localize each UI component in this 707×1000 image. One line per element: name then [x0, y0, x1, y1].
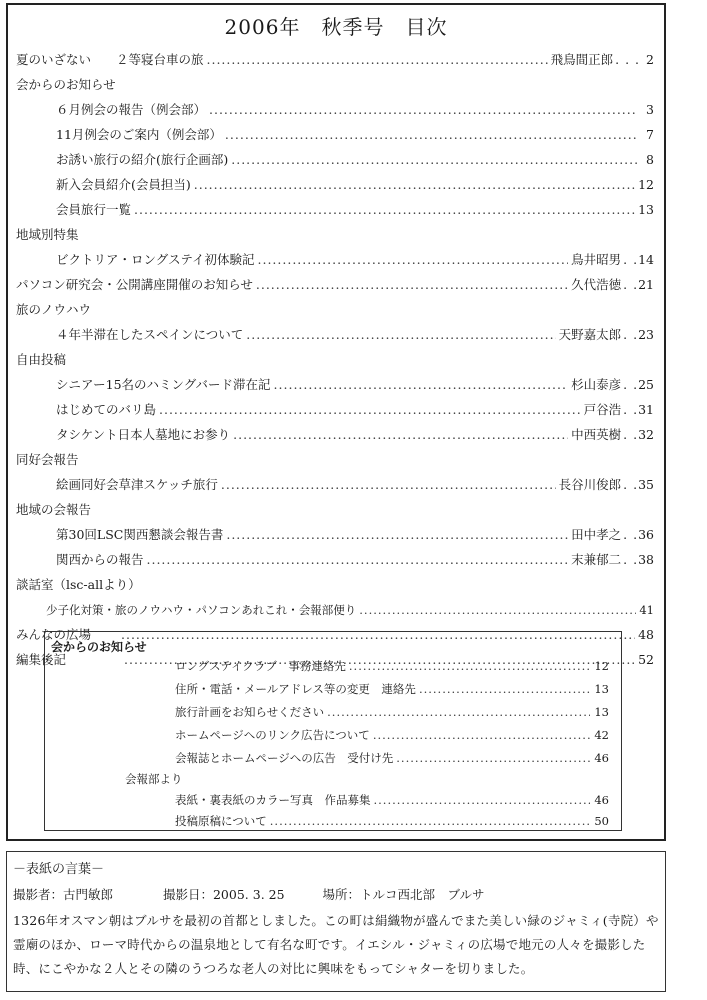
notice-item-title: 旅行計画をお知らせください: [175, 705, 325, 719]
toc-entry-title: タシケント日本人墓地にお参り: [56, 427, 231, 442]
toc-section-title: 旅のノウハウ: [16, 302, 92, 317]
toc-section-title: 自由投稿: [16, 352, 67, 367]
toc-section-heading: [16, 499, 654, 521]
cover-words-title: －表紙の言葉－: [13, 862, 105, 877]
leader-dots-short: . .: [623, 402, 639, 417]
toc-section-heading: [16, 574, 654, 596]
toc-entry-author: 飛鳥間正郎: [550, 52, 614, 67]
notice-item: [175, 810, 609, 832]
toc-entry: [56, 399, 654, 421]
cover-words-box: [6, 851, 666, 992]
toc-entry-title: 関西からの報告: [56, 552, 144, 567]
notice-item: [175, 724, 609, 746]
notice-item-page: 50: [594, 814, 609, 828]
leader-dots: [274, 374, 569, 396]
toc-section-title: 地域の会報告: [16, 502, 92, 517]
toc-section-heading: [16, 74, 654, 96]
toc-entry: [16, 49, 654, 71]
toc-entry-page: 21: [638, 277, 654, 292]
leader-dots: [349, 655, 590, 677]
toc-entry-author: 鳥井昭男: [571, 252, 622, 267]
notice-item: [175, 789, 609, 811]
toc-entry-page: 25: [638, 377, 654, 392]
leader-dots: [134, 199, 635, 221]
toc-entry-author: 長谷川俊郎: [558, 477, 622, 492]
toc-entry: [56, 324, 654, 346]
toc-entry: [56, 124, 654, 146]
leader-dots: [207, 49, 548, 71]
leader-dots-short: . . .: [615, 52, 640, 67]
leader-dots-short: . .: [623, 377, 639, 392]
toc-entry-title: 夏のいざない ２等寝台車の旅: [16, 52, 204, 67]
notice-item-page: 13: [594, 705, 609, 719]
toc-entry: [56, 549, 654, 571]
toc-entry-title: 編集後記: [16, 652, 67, 667]
toc-entry-author: 田中孝之: [571, 527, 622, 542]
toc-entry: [56, 474, 654, 496]
toc-entry-title: ４年半滞在したスペインについて: [56, 327, 244, 342]
leader-dots: [270, 810, 590, 832]
notice-item-title: ホームページへのリンク広告について: [175, 728, 370, 742]
notice-item-title: 住所・電話・メールアドレス等の変更 連絡先: [175, 682, 416, 696]
toc-entry: [16, 274, 654, 296]
toc-entry-author: 中西英樹: [571, 427, 622, 442]
toc-section-heading: [16, 349, 654, 371]
leader-dots: [221, 474, 556, 496]
toc-section-title: 同好会報告: [16, 452, 79, 467]
toc-section-heading: [16, 224, 654, 246]
toc-entry-page: 3: [646, 102, 654, 117]
notice-item-title: ロングステイクラブ 事務連絡先: [175, 659, 346, 673]
toc-entry-author: 杉山泰彦: [571, 377, 622, 392]
leader-dots: [147, 549, 569, 571]
toc-entry: [56, 174, 654, 196]
notices-title: 会からのお知らせ: [51, 640, 147, 654]
notice-item-title: 表紙・裏表紙のカラー写真 作品募集: [175, 793, 371, 807]
leader-dots: [209, 99, 637, 121]
toc-entry-title: 11月例会のご案内（例会部）: [56, 127, 222, 142]
leader-dots: [327, 701, 590, 723]
leader-dots: [256, 274, 568, 296]
toc-section-title: 談話室（lsc-allより）: [16, 577, 141, 592]
toc-entry-title: 第30回LSC関西懇談会報告書: [56, 527, 224, 542]
toc-entry: [56, 424, 654, 446]
leader-dots: [258, 249, 569, 271]
toc-entry-page: 8: [646, 152, 654, 167]
leader-dots: [419, 678, 590, 700]
notice-item: [175, 701, 609, 723]
notice-item: [175, 678, 609, 700]
leader-dots-short: . .: [623, 552, 639, 567]
leader-dots-short: . .: [623, 327, 639, 342]
leader-dots: [374, 789, 591, 811]
toc-entry-author: 久代浩徳: [571, 277, 622, 292]
leader-dots: [231, 149, 637, 171]
toc-entry-page: 13: [638, 202, 654, 217]
toc-entry-author: 戸谷浩: [583, 402, 622, 417]
toc-entry: [56, 249, 654, 271]
notice-item-page: 42: [594, 728, 609, 742]
toc-entry-page: 32: [638, 427, 654, 442]
leader-dots: [225, 124, 637, 146]
toc-entry-title: パソコン研究会・公開講座開催のお知らせ: [16, 277, 253, 292]
leader-dots: [194, 174, 635, 196]
notices-subheading: 会報部より: [125, 772, 183, 786]
leader-dots: [159, 399, 581, 421]
notice-item-page: 46: [594, 793, 609, 807]
toc-entry-page: 36: [638, 527, 654, 542]
leader-dots: [246, 324, 555, 346]
toc-entry-title: 新入会員紹介(会員担当): [56, 177, 191, 192]
toc-title: 2006年 秋季号 目次: [224, 15, 448, 39]
leader-dots-short: . .: [623, 527, 639, 542]
toc-entry-title: ６月例会の報告（例会部）: [56, 102, 207, 117]
notices-box: [44, 631, 622, 831]
toc-entry-author: 末兼郁二: [571, 552, 622, 567]
toc-entry-title: はじめてのバリ島: [56, 402, 157, 417]
leader-dots: [226, 524, 568, 546]
toc-entry-page: 52: [638, 652, 654, 667]
leader-dots: [359, 599, 636, 621]
toc-entry: [56, 149, 654, 171]
notice-item: [175, 747, 609, 769]
toc-entry-page: 35: [638, 477, 654, 492]
toc-entry-page: 12: [638, 177, 654, 192]
notice-item-title: 投稿原稿について: [175, 814, 267, 828]
leader-dots: [373, 724, 590, 746]
toc-section-heading: [16, 299, 654, 321]
notice-item-title: 会報誌とホームページへの広告 受付け先: [175, 751, 394, 765]
toc-entry-author: 天野嘉太郎: [558, 327, 622, 342]
toc-entry-title: 少子化対策・旅のノウハウ・パソコンあれこれ・会報部便り: [46, 603, 357, 617]
toc-entry-title: ビクトリア・ロングステイ初体験記: [56, 252, 255, 267]
photographer: 撮影者：古門敏郎: [13, 887, 114, 902]
toc-entry-page: 48: [638, 627, 654, 642]
toc-section-title: 会からのお知らせ: [16, 77, 116, 92]
leader-dots-short: . .: [623, 252, 639, 267]
toc-entry-title: 絵画同好会草津スケッチ旅行: [56, 477, 218, 492]
toc-entry-page: 31: [638, 402, 654, 417]
toc-entry-page: 38: [638, 552, 654, 567]
toc-entry-page: 14: [638, 252, 654, 267]
toc-entry-title: 会員旅行一覧: [56, 202, 132, 217]
toc-entry: [46, 599, 654, 621]
photo-place: 場所：トルコ西北部 ブルサ: [322, 887, 485, 902]
toc-entry-title: お誘い旅行の紹介(旅行企画部): [56, 152, 229, 167]
toc-entry-page: 41: [639, 603, 654, 617]
toc-entry: [56, 99, 654, 121]
leader-dots-short: . .: [623, 477, 639, 492]
cover-meta: [13, 885, 485, 903]
toc-entry-page: 2: [646, 52, 654, 67]
leader-dots: [396, 747, 590, 769]
notice-item-page: 12: [594, 659, 609, 673]
leader-dots: [233, 424, 568, 446]
toc-entry: [56, 374, 654, 396]
cover-description: 1326年オスマン朝はブルサを最初の首都としました。この町は絹織物が盛んでまた美しい緑のジャミィ(寺院）や霊廟のほか、ローマ時代からの温泉地として有名な町です。イエシル・ジャミィの広場で地元の人々を撮影した時、にこやかな２人とその隣のうつろな老人の対比に興味をもってシャターを切りました。: [13, 913, 659, 976]
leader-dots-short: . .: [623, 277, 639, 292]
notice-item: [175, 655, 609, 677]
leader-dots-short: . .: [623, 427, 639, 442]
toc-entry-title: シニアー15名のハミングバード滞在記: [56, 377, 271, 392]
toc-entry: [56, 199, 654, 221]
toc-entry: [56, 524, 654, 546]
toc-entry-page: 7: [646, 127, 654, 142]
photo-date: 撮影日：2005. 3. 25: [162, 887, 285, 902]
notice-item-page: 13: [594, 682, 609, 696]
toc-entry-page: 23: [638, 327, 654, 342]
toc-section-heading: [16, 449, 654, 471]
toc-section-title: 地域別特集: [16, 227, 79, 242]
toc-entry-title: みんなの広場: [16, 627, 92, 642]
notice-item-page: 46: [594, 751, 609, 765]
